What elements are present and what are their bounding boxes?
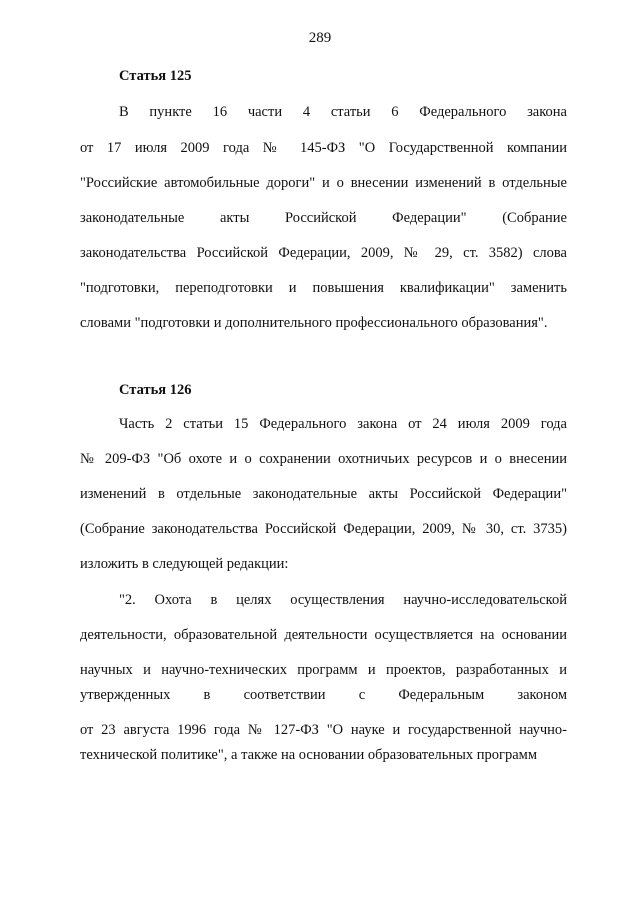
- paragraph-line: Часть 2 статьи 15 Федерального закона от 24 июля 2009 года: [119, 416, 567, 432]
- paragraph-line: (Собрание законодательства Российской Федерации, 2009, № 30, ст. 3735): [80, 521, 567, 537]
- paragraph-line: законодательные акты Российской Федерации" (Собрание: [80, 210, 567, 226]
- paragraph-line: деятельности, образовательной деятельности осуществляется на основании: [80, 627, 567, 643]
- paragraph-line: изменений в отдельные законодательные акты Российской Федерации": [80, 486, 567, 502]
- paragraph-line: "Российские автомобильные дороги" и о внесении изменений в отдельные: [80, 175, 567, 191]
- article-title: Статья 125: [119, 68, 192, 84]
- article-125: [80, 66, 567, 331]
- paragraph-line: научных и научно-технических программ и проектов, разработанных и: [80, 662, 567, 678]
- page-number: 289: [308, 30, 332, 46]
- paragraph-line: от 23 августа 1996 года № 127-ФЗ "О науке и государственной научно-: [80, 722, 567, 738]
- article-title: Статья 126: [119, 382, 192, 398]
- paragraph-line: от 17 июля 2009 года № 145-ФЗ "О Государственной компании: [80, 140, 567, 156]
- article-126: [80, 380, 567, 763]
- paragraph-line: изложить в следующей редакции:: [80, 556, 289, 572]
- paragraph-line: законодательства Российской Федерации, 2009, № 29, ст. 3582) слова: [80, 245, 567, 261]
- paragraph-line: № 209-ФЗ "Об охоте и о сохранении охотничьих ресурсов и о внесении: [80, 451, 567, 467]
- paragraph-line: "2. Охота в целях осуществления научно-исследовательской: [119, 592, 567, 608]
- paragraph-line: словами "подготовки и дополнительного профессионального образования".: [80, 315, 548, 331]
- paragraph-line: В пункте 16 части 4 статьи 6 Федерального закона: [119, 104, 567, 120]
- paragraph-line: технической политике", а также на основании образовательных программ: [80, 747, 537, 763]
- paragraph-line: "подготовки, переподготовки и повышения квалификации" заменить: [80, 280, 567, 296]
- paragraph-line: утвержденных в соответствии с Федеральным законом: [80, 687, 567, 703]
